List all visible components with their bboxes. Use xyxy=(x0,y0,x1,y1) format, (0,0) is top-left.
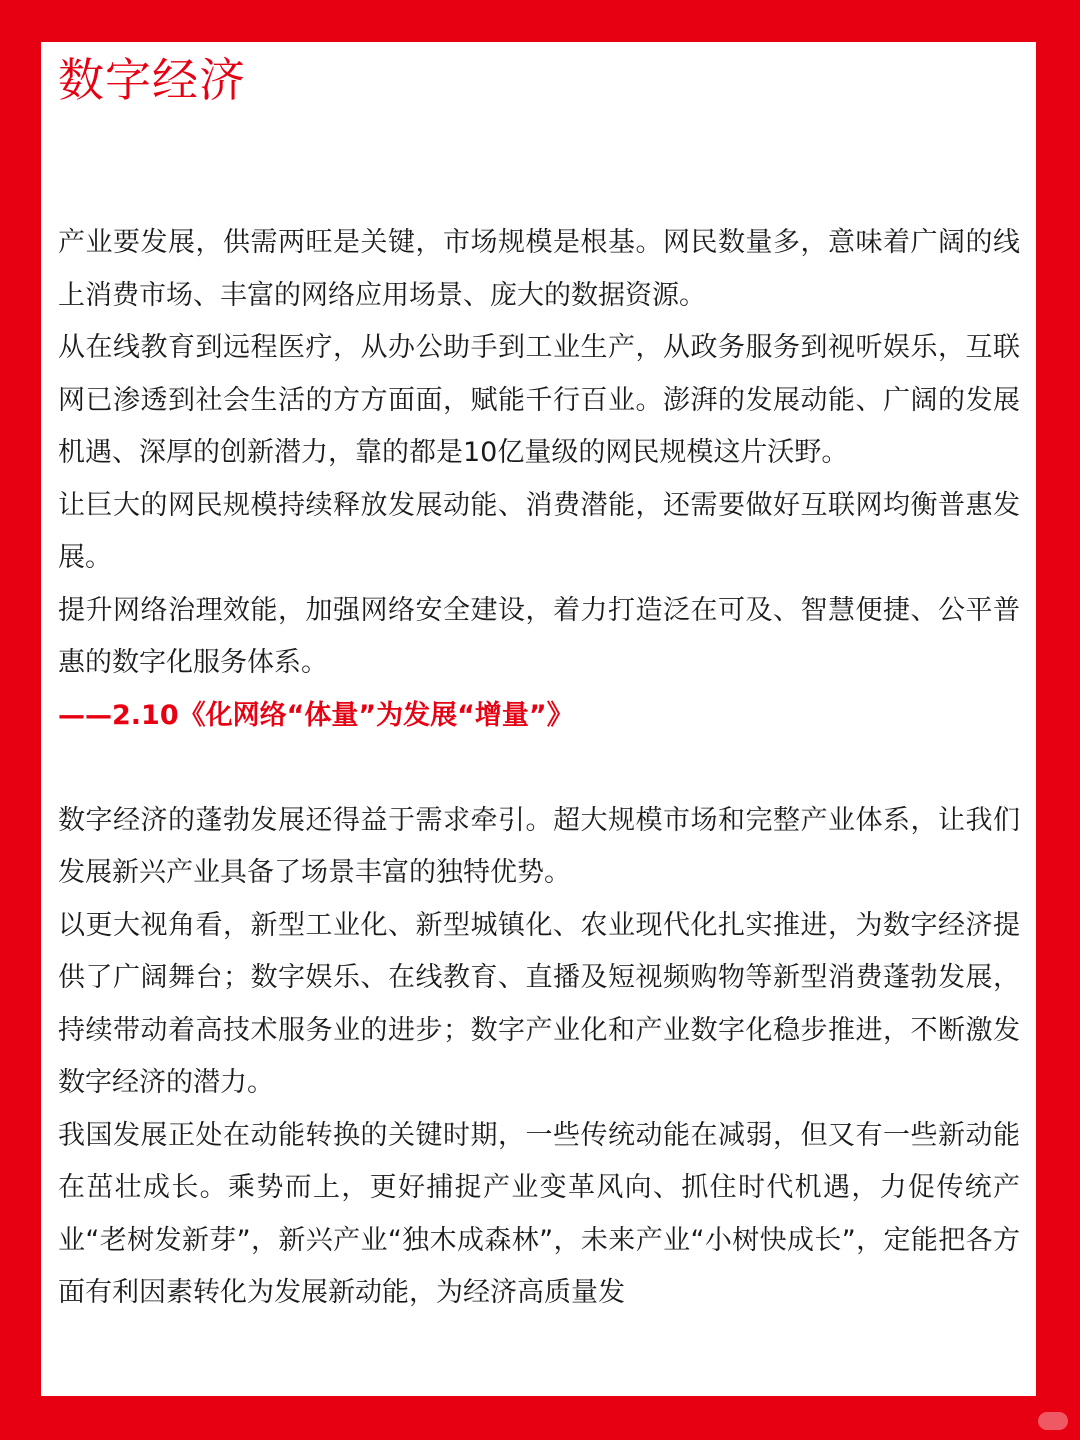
paragraph: 数字经济的蓬勃发展还得益于需求牵引。超大规模市场和完整产业体系，让我们发展新兴产业具备了场景丰富的独特优势。 xyxy=(58,804,1020,888)
section-spacer xyxy=(58,742,1020,795)
paragraph: 提升网络治理效能，加强网络安全建设，着力打造泛在可及、智慧便捷、公平普惠的数字化服务体系。 xyxy=(58,594,1020,678)
paragraph: 从在线教育到远程医疗，从办公助手到工业生产，从政务服务到视听娱乐，互联网已渗透到社会生活的方方面面，赋能千行百业。澎湃的发展动能、广阔的发展机遇、深厚的创新潜力，靠的都是10亿量级的网民规模这片沃野。 xyxy=(58,332,1020,468)
paragraph: 我国发展正处在动能转换的关键时期，一些传统动能在减弱，但又有一些新动能在茁壮成长。乘势而上，更好捕捉产业变革风向、抓住时代机遇，力促传统产业“老树发新芽”，新兴产业“独木成森林”，未来产业“小树快成长”，定能把各方面有利因素转化为发展新动能，为经济高质量发 xyxy=(58,1119,1020,1308)
page-title: 数字经济 xyxy=(58,53,246,107)
paragraph: 以更大视角看，新型工业化、新型城镇化、农业现代化扎实推进，为数字经济提供了广阔舞台；数字娱乐、在线教育、直播及短视频购物等新型消费蓬勃发展，持续带动着高技术服务业的进步；数字产业化和产业数字化稳步推进，不断激发数字经济的潜力。 xyxy=(58,909,1020,1098)
paragraph: 让巨大的网民规模持续释放发展动能、消费潜能，还需要做好互联网均衡普惠发展。 xyxy=(58,489,1020,573)
source-citation: ——2.10《化网络“体量”为发展“增量”》 xyxy=(58,699,574,731)
article-body xyxy=(58,217,1020,1320)
watermark-badge xyxy=(1038,1412,1068,1430)
paragraph: 产业要发展，供需两旺是关键，市场规模是根基。网民数量多，意味着广阔的线上消费市场、丰富的网络应用场景、庞大的数据资源。 xyxy=(58,227,1020,311)
article-card xyxy=(41,42,1036,1396)
